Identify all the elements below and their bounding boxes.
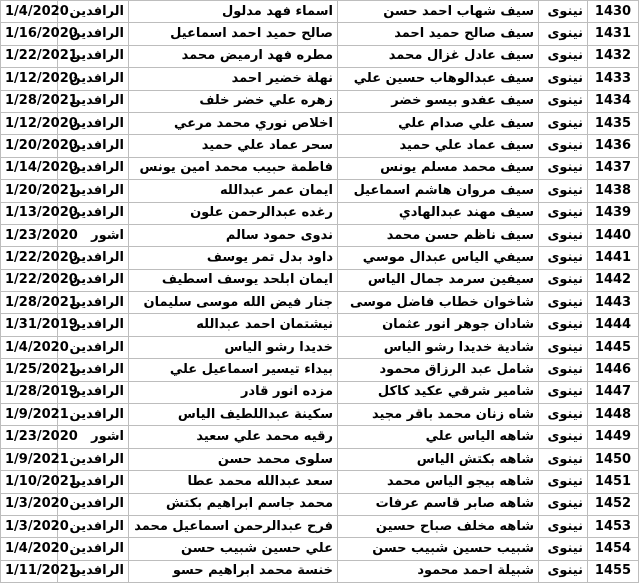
table-row [1,269,639,291]
table-row [1,1,639,23]
date-cell: 1/20/2021 [1,180,58,202]
table-row [1,202,639,224]
related-name-cell: رغده عبدالرحمن علون [129,202,338,224]
date-cell: 1/4/2020 [1,538,58,560]
related-name-cell: خديدا رشو الياس [129,336,338,358]
table-row [1,448,639,470]
table-row [1,224,639,246]
person-name-cell: شاخوان خطاب فاضل موسى [338,292,539,314]
related-name-cell: نهلة خضير احمد [129,68,338,90]
bank-name-cell: الرافدين [58,157,129,179]
related-name-cell: ايمان عمر عبدالله [129,180,338,202]
date-cell: 1/9/2021 [1,448,58,470]
person-name-cell: سيف عادل غزال محمد [338,45,539,67]
serial-number-cell: 1454 [588,538,639,560]
date-cell: 1/22/2020 [1,269,58,291]
date-cell: 1/3/2020 [1,515,58,537]
table-row [1,314,639,336]
table-row [1,90,639,112]
governorate-cell: نينوى [539,404,588,426]
governorate-cell: نينوى [539,45,588,67]
governorate-cell: نينوى [539,515,588,537]
bank-name-cell: الرافدين [58,135,129,157]
related-name-cell: سحر عماد علي حميد [129,135,338,157]
table-row [1,404,639,426]
person-name-cell: شاهه بيجو الياس محمد [338,471,539,493]
governorate-cell: نينوى [539,224,588,246]
bank-name-cell: الرافدين [58,381,129,403]
serial-number-cell: 1444 [588,314,639,336]
person-name-cell: شادان جوهر انور عثمان [338,314,539,336]
governorate-cell: نينوى [539,314,588,336]
serial-number-cell: 1449 [588,426,639,448]
table-row [1,381,639,403]
date-cell: 1/23/2020 [1,426,58,448]
serial-number-cell: 1433 [588,68,639,90]
person-name-cell: سيف محمد مسلم يونس [338,157,539,179]
bank-name-cell: الرافدين [58,68,129,90]
governorate-cell: نينوى [539,90,588,112]
serial-number-cell: 1445 [588,336,639,358]
bank-name-cell: الرافدين [58,90,129,112]
serial-number-cell: 1447 [588,381,639,403]
bank-name-cell: الرافدين [58,23,129,45]
date-cell: 1/22/2020 [1,247,58,269]
related-name-cell: سكينة عبداللطيف الياس [129,404,338,426]
serial-number-cell: 1430 [588,1,639,23]
table-row [1,45,639,67]
person-name-cell: سيفي الياس عبدال موسي [338,247,539,269]
related-name-cell: اخلاص نوري محمد مرعي [129,112,338,134]
person-name-cell: شبيب حسين شبيب حسن [338,538,539,560]
date-cell: 1/28/2021 [1,90,58,112]
related-name-cell: ايمان ابلحد يوسف اسطيف [129,269,338,291]
governorate-cell: نينوى [539,426,588,448]
person-name-cell: شاهه بكتش الياس [338,448,539,470]
bank-name-cell: الرافدين [58,202,129,224]
serial-number-cell: 1437 [588,157,639,179]
related-name-cell: فرح عبدالرحمن اسماعيل محمد [129,515,338,537]
date-cell: 1/20/2020 [1,135,58,157]
serial-number-cell: 1446 [588,359,639,381]
governorate-cell: نينوى [539,1,588,23]
table-row [1,471,639,493]
bank-name-cell: الرافدين [58,1,129,23]
bank-name-cell: الرافدين [58,247,129,269]
serial-number-cell: 1431 [588,23,639,45]
date-cell: 1/9/2021 [1,404,58,426]
table-row [1,157,639,179]
table-row [1,292,639,314]
date-cell: 1/12/2020 [1,112,58,134]
governorate-cell: نينوى [539,68,588,90]
bank-name-cell: الرافدين [58,292,129,314]
related-name-cell: سعد عبدالله محمد عطا [129,471,338,493]
related-name-cell: جنار فيض الله موسى سليمان [129,292,338,314]
serial-number-cell: 1439 [588,202,639,224]
date-cell: 1/28/2021 [1,292,58,314]
governorate-cell: نينوى [539,157,588,179]
bank-name-cell: الرافدين [58,45,129,67]
governorate-cell: نينوى [539,560,588,582]
bank-name-cell: اشور [58,426,129,448]
date-cell: 1/16/2020 [1,23,58,45]
bank-name-cell: الرافدين [58,269,129,291]
table-row [1,180,639,202]
table-row [1,247,639,269]
bank-name-cell: الرافدين [58,515,129,537]
governorate-cell: نينوى [539,292,588,314]
person-name-cell: سيف ناظم حسن محمد [338,224,539,246]
serial-number-cell: 1451 [588,471,639,493]
serial-number-cell: 1448 [588,404,639,426]
serial-number-cell: 1432 [588,45,639,67]
serial-number-cell: 1443 [588,292,639,314]
date-cell: 1/13/2020 [1,202,58,224]
related-name-cell: ندوى حمود سالم [129,224,338,246]
related-name-cell: صالح حميد احمد اسماعيل [129,23,338,45]
person-name-cell: سيف مروان هاشم اسماعيل [338,180,539,202]
bank-name-cell: الرافدين [58,471,129,493]
serial-number-cell: 1455 [588,560,639,582]
records-table-body [1,1,639,583]
date-cell: 1/12/2020 [1,68,58,90]
person-name-cell: سيف مهند عبدالهادي [338,202,539,224]
governorate-cell: نينوى [539,493,588,515]
bank-name-cell: الرافدين [58,448,129,470]
table-row [1,560,639,582]
governorate-cell: نينوى [539,180,588,202]
bank-name-cell: الرافدين [58,538,129,560]
person-name-cell: سيف عفدو بيسو خضر [338,90,539,112]
person-name-cell: شامل عبد الرزاق محمود [338,359,539,381]
serial-number-cell: 1441 [588,247,639,269]
bank-name-cell: الرافدين [58,336,129,358]
serial-number-cell: 1436 [588,135,639,157]
serial-number-cell: 1453 [588,515,639,537]
bank-name-cell: الرافدين [58,180,129,202]
table-row [1,426,639,448]
bank-name-cell: الرافدين [58,314,129,336]
person-name-cell: شاهه الياس علي [338,426,539,448]
governorate-cell: نينوى [539,247,588,269]
serial-number-cell: 1450 [588,448,639,470]
serial-number-cell: 1435 [588,112,639,134]
governorate-cell: نينوى [539,23,588,45]
related-name-cell: بيداء تيسير اسماعيل علي [129,359,338,381]
related-name-cell: سلوى محمد حسن [129,448,338,470]
bank-name-cell: الرافدين [58,404,129,426]
serial-number-cell: 1434 [588,90,639,112]
related-name-cell: مطره فهد ارميض محمد [129,45,338,67]
person-name-cell: شاهه صابر قاسم عرفات [338,493,539,515]
bank-name-cell: الرافدين [58,560,129,582]
related-name-cell: رقيه محمد علي سعيد [129,426,338,448]
related-name-cell: زهره علي خضر خلف [129,90,338,112]
serial-number-cell: 1438 [588,180,639,202]
table-row [1,68,639,90]
governorate-cell: نينوى [539,112,588,134]
serial-number-cell: 1452 [588,493,639,515]
date-cell: 1/10/2021 [1,471,58,493]
related-name-cell: اسماء فهد مدلول [129,1,338,23]
serial-number-cell: 1440 [588,224,639,246]
person-name-cell: سيف شهاب احمد حسن [338,1,539,23]
person-name-cell: سيف صالح حميد احمد [338,23,539,45]
date-cell: 1/3/2020 [1,493,58,515]
serial-number-cell: 1442 [588,269,639,291]
related-name-cell: خنسة محمد ابراهيم حسو [129,560,338,582]
date-cell: 1/25/2021 [1,359,58,381]
related-name-cell: داود بدل تمر يوسف [129,247,338,269]
governorate-cell: نينوى [539,336,588,358]
table-row [1,493,639,515]
person-name-cell: سيفين سرمد جمال الياس [338,269,539,291]
governorate-cell: نينوى [539,381,588,403]
table-row [1,23,639,45]
person-name-cell: سيف عبدالوهاب حسين علي [338,68,539,90]
governorate-cell: نينوى [539,471,588,493]
governorate-cell: نينوى [539,135,588,157]
date-cell: 1/23/2020 [1,224,58,246]
table-row [1,515,639,537]
governorate-cell: نينوى [539,359,588,381]
bank-name-cell: الرافدين [58,359,129,381]
person-name-cell: شامير شرقي عكيد كاكل [338,381,539,403]
bank-name-cell: الرافدين [58,493,129,515]
related-name-cell: محمد جاسم ابراهيم بكتش [129,493,338,515]
person-name-cell: شادية خديدا رشو الياس [338,336,539,358]
table-row [1,538,639,560]
table-row [1,112,639,134]
related-name-cell: مزده انور قادر [129,381,338,403]
person-name-cell: سيف عماد علي حميد [338,135,539,157]
governorate-cell: نينوى [539,269,588,291]
table-row [1,336,639,358]
bank-name-cell: اشور [58,224,129,246]
bank-name-cell: الرافدين [58,112,129,134]
date-cell: 1/4/2020 [1,1,58,23]
table-row [1,359,639,381]
related-name-cell: علي حسين شبيب حسن [129,538,338,560]
person-name-cell: شاهه مخلف صباح حسين [338,515,539,537]
date-cell: 1/31/2019 [1,314,58,336]
date-cell: 1/4/2020 [1,336,58,358]
governorate-cell: نينوى [539,538,588,560]
person-name-cell: شبيلة احمد محمود [338,560,539,582]
date-cell: 1/22/2021 [1,45,58,67]
date-cell: 1/14/2020 [1,157,58,179]
related-name-cell: نيشتمان احمد عبدالله [129,314,338,336]
person-name-cell: سيف علي صدام علي [338,112,539,134]
governorate-cell: نينوى [539,202,588,224]
date-cell: 1/11/2021 [1,560,58,582]
table-row [1,135,639,157]
person-name-cell: شاه زنان محمد باقر مجيد [338,404,539,426]
date-cell: 1/28/2019 [1,381,58,403]
related-name-cell: فاطمة حبيب محمد امين يونس [129,157,338,179]
governorate-cell: نينوى [539,448,588,470]
